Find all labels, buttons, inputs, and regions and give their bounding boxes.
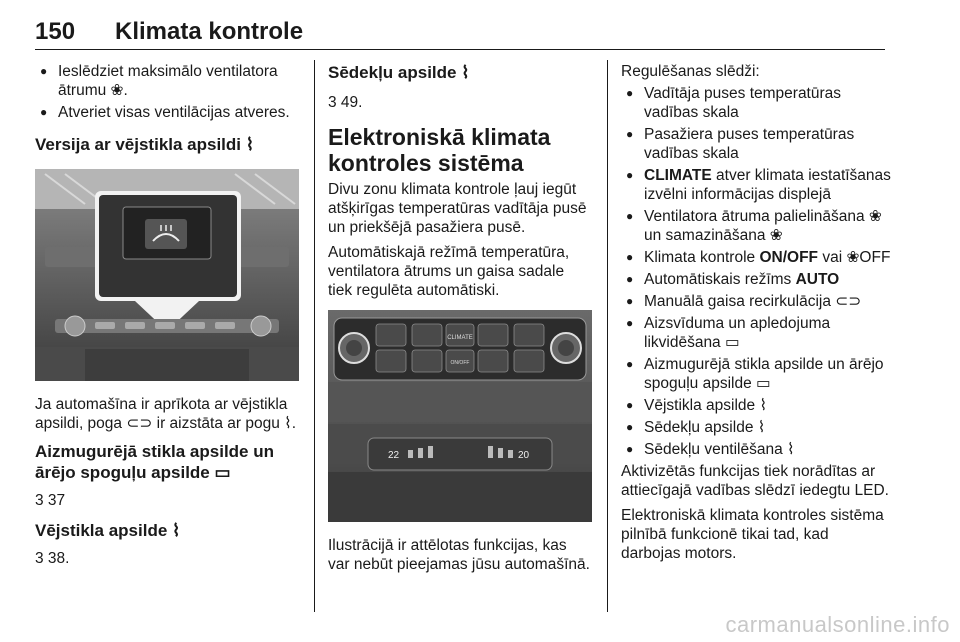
paragraph: Automātiskajā režīmā temperatūra, ventilatora ātrums un gaisa sadale tiek regulēta automātiski. [328, 244, 570, 299]
onoff-button-label: ON/OFF [450, 360, 470, 366]
list-item: ● Aizsvīduma un apledojuma likvidēšana ▭ [621, 314, 891, 352]
column-right [621, 62, 891, 569]
watermark: carmanualsonline.info [725, 612, 950, 637]
illustration-caption: Ilustrācijā ir attēlotas funkcijas, kas var nebūt pieejamas jūsu automašīnā. [328, 537, 590, 573]
page-reference: 3 38. [35, 550, 70, 567]
list-item: ● Pasažiera puses temperatūras vadības skala [621, 125, 891, 163]
list-item: ● Vējstikla apsilde ⌇ [621, 396, 891, 415]
list-item: ● Aizmugurējā stikla apsilde un ārējo spoguļu apsilde ▭ [621, 355, 891, 393]
page-number: 150 [35, 18, 76, 45]
list-item: ● Atveriet visas ventilācijas atveres. [35, 103, 300, 122]
section-title: Elektroniskā klimata kontroles sistēma [328, 124, 551, 176]
paragraph: Divu zonu klimata kontrole ļauj iegūt atšķirīgas temperatūras vadītāja pusē un priekšējā pasažiera pusē. [328, 181, 587, 236]
climate-button-label: CLIMATE [447, 335, 473, 341]
paragraph: Elektroniskā klimata kontroles sistēma pilnībā funkcionē tikai tad, kad darbojas motors. [621, 507, 884, 562]
page-header [35, 10, 885, 50]
heading-heated-windscreen: Vējstikla apsilde ⌇ [35, 521, 181, 540]
windscreen-button-photo [35, 169, 299, 381]
heading-windscreen-version: Versija ar vējstikla apsildi ⌇ [35, 135, 255, 154]
page-reference: 3 49. [328, 94, 363, 111]
list-item: ● Manuālā gaisa recirkulācija ⊂⊃ [621, 292, 891, 311]
left-temperature-readout: 22 [388, 450, 400, 461]
column-middle [328, 62, 592, 580]
list-item: ● Klimata kontrole ON/OFF vai ❀OFF [621, 248, 891, 267]
heading-rear-window-heating: Aizmugurējā stikla apsilde un ārējo spoguļu apsilde ▭ [35, 442, 275, 482]
controls-intro: Regulēšanas slēdži: [621, 63, 760, 80]
list-item: ● Ventilatora ātruma palielināšana ❀ un samazināšana ❀ [621, 207, 891, 245]
paragraph: Aktivizētās funkcijas tiek norādītas ar attiecīgajā vadības slēdzī iedegtu LED. [621, 463, 889, 499]
bullet-list [35, 62, 300, 122]
right-temperature-readout: 20 [518, 450, 530, 461]
list-item: ● Sēdekļu ventilēšana ⌇ [621, 440, 891, 459]
controls-list [621, 84, 891, 459]
climate-control-panel-photo [328, 310, 592, 522]
list-item: ● CLIMATE atver klimata iestatīšanas izvēlni informācijas displejā [621, 166, 891, 204]
list-item: ● Ieslēdziet maksimālo ventilatora ātrumu ❀. [35, 62, 300, 100]
list-item: ● Vadītāja puses temperatūras vadības skala [621, 84, 891, 122]
list-item: ● Automātiskais režīms AUTO [621, 270, 891, 289]
heading-seat-heating: Sēdekļu apsilde ⌇ [328, 63, 470, 82]
page-reference: 3 37 [35, 492, 66, 509]
climate-panel-illustration [328, 310, 592, 522]
column-divider [314, 60, 315, 612]
column-left [35, 62, 300, 574]
chapter-title: Klimata kontrole [115, 18, 304, 45]
list-item: ● Sēdekļu apsilde ⌇ [621, 418, 891, 437]
windscreen-paragraph: Ja automašīna ir aprīkota ar vējstikla apsildi, poga ⊂⊃ ir aizstāta ar pogu ⌇. [35, 396, 297, 432]
dashboard-illustration [35, 169, 299, 381]
column-divider [607, 60, 608, 612]
